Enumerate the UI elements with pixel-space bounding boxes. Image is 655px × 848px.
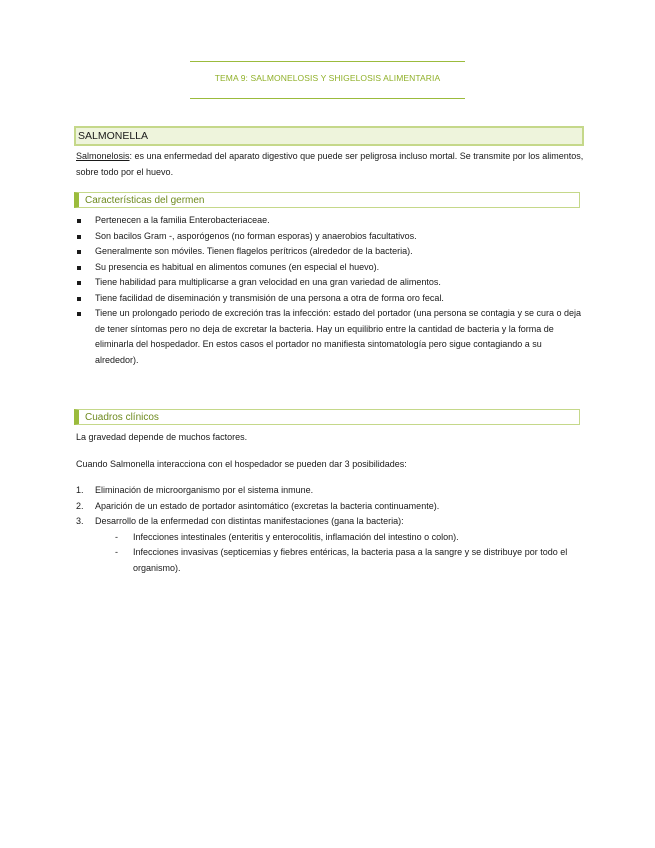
list-item-text: Desarrollo de la enfermedad con distintas manifestaciones (gana la bacteria): [95,516,404,526]
sub-list [95,530,584,577]
intro-text: : es una enfermedad del aparato digestivo que puede ser peligrosa incluso mortal. Se transmite por los alimentos, sobre todo por el huevo. [76,151,584,177]
list-item: Generalmente son móviles. Tienen flagelos perítricos (alrededor de la bacteria). [76,244,584,260]
list-item: Tiene un prolongado periodo de excreción tras la infección: estado del portador (una persona se contagia y se cura o deja de tener síntomas pero no deja de excretar la bacteria. Hay un equilibrio entre la cantidad de bacteria y la forma de eliminarla del hospedador. En estos casos el portador no manifiesta sintomatología pero sigue contagiando a su alrededor). [76,306,584,368]
list-number: 1. [76,485,84,495]
dash-bullet: - [115,531,118,542]
sub-list-item-text: Infecciones intestinales (enteritis y enterocolitis, inflamación del intestino o colon). [133,531,459,542]
sub-list-item [95,530,584,546]
subheading-cuadros-clinicos: Cuadros clínicos [74,409,580,425]
intro-term: Salmonelosis [76,151,130,161]
list-item: Pertenecen a la familia Enterobacteriaceae. [76,213,584,229]
list-item-text: Aparición de un estado de portador asintomático (excretas la bacteria continuamente). [95,500,440,511]
list-number: 3. [76,516,84,526]
cuadros-numbered-list [76,483,584,576]
caracteristicas-list [76,213,584,368]
list-item [76,499,584,515]
list-item: Tiene habilidad para multiplicarse a gran velocidad en una gran variedad de alimentos. [76,275,584,291]
cuadros-paragraph-2: Cuando Salmonella interacciona con el hospedador se pueden dar 3 posibilidades: [76,459,407,469]
list-item [76,483,584,499]
list-item: Su presencia es habitual en alimentos comunes (en especial el huevo). [76,260,584,276]
list-item-text: Eliminación de microorganismo por el sistema inmune. [95,485,314,495]
list-item: Son bacilos Gram -, asporógenos (no forman esporas) y anaerobios facultativos. [76,229,584,245]
cuadros-paragraph-1: La gravedad depende de muchos factores. [76,432,248,442]
header-rule-top [190,61,465,62]
page-header-title: TEMA 9: SALMONELOSIS Y SHIGELOSIS ALIMENTARIA [214,73,441,83]
subheading-caracteristicas: Características del germen [74,192,580,208]
dash-bullet: - [115,547,118,557]
list-number: 2. [76,500,84,511]
list-item: Tiene facilidad de diseminación y transmisión de una persona a otra de forma oro fecal. [76,291,584,307]
section-title-salmonella: SALMONELLA [74,126,584,146]
intro-paragraph [76,149,586,180]
list-item [76,514,584,576]
sub-list-item [95,545,584,576]
sub-list-item-text: Infecciones invasivas (septicemias y fiebres entéricas, la bacteria pasa a la sangre y se distribuye por todo el organismo). [133,547,568,573]
header-rule-bottom [190,98,465,99]
